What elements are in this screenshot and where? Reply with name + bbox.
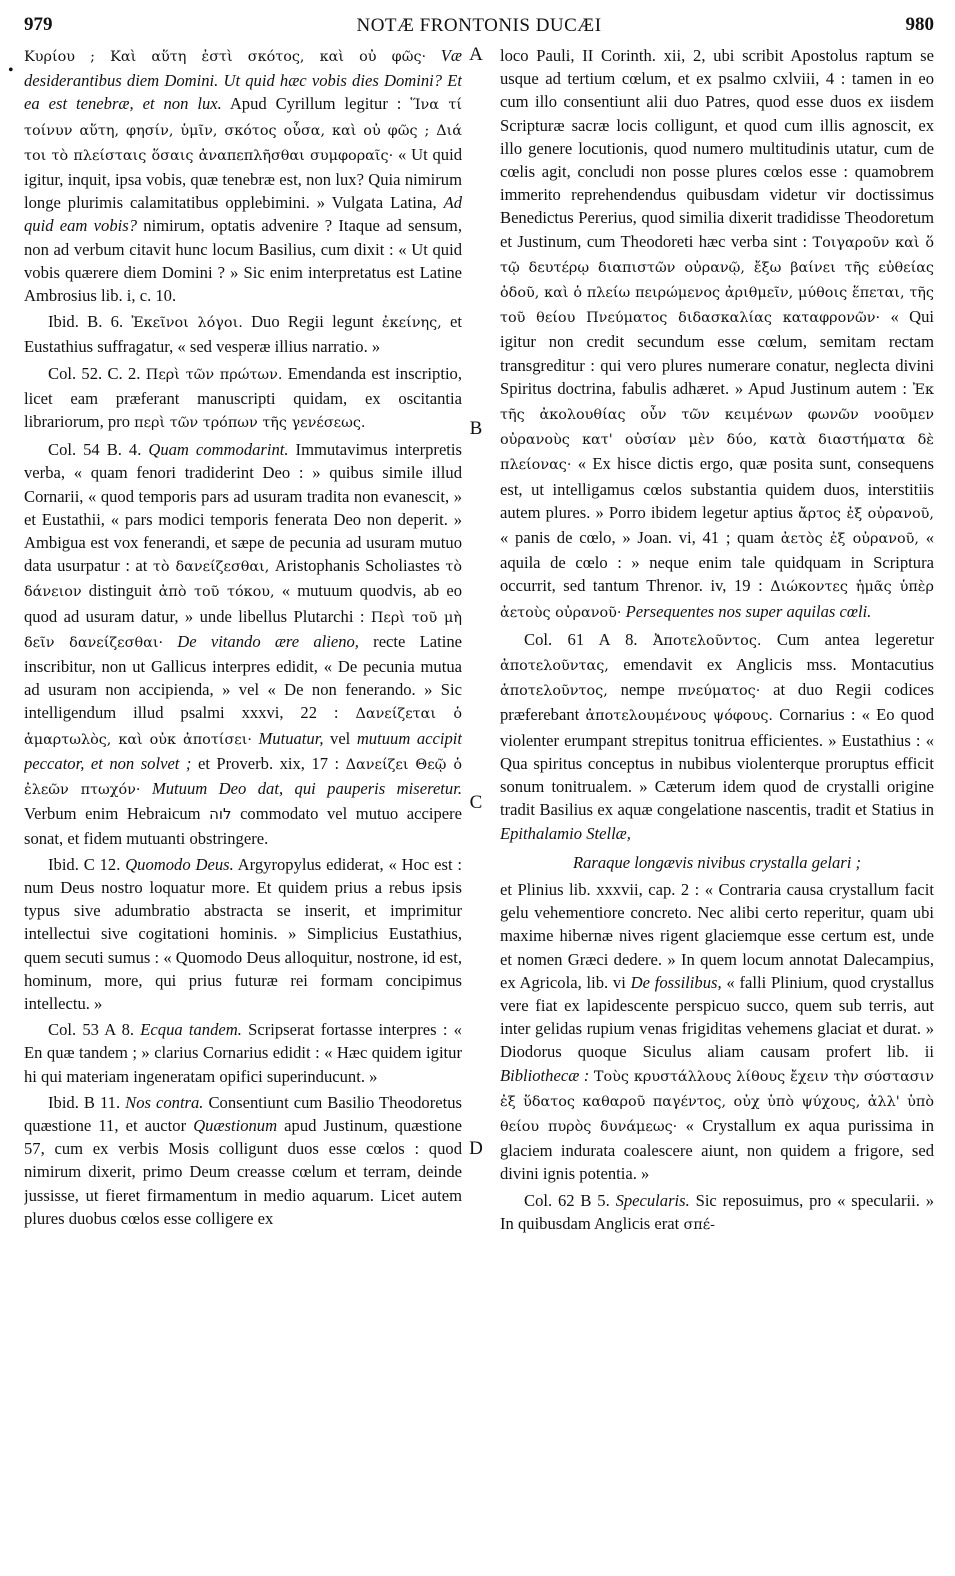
latin-text: Col. 62 B 5. [524, 1190, 616, 1210]
latin-text: « Ut quid igitur, inquit, ipsa vobis, quæ tenebræ est, non lux? Quia nimirum longe plurimis calamitatibus opplebimini. » Vulgata Latina, [24, 144, 462, 213]
latin-text: Ibid. B 11. [48, 1092, 126, 1112]
latin-text: distinguit [81, 581, 159, 601]
italic-text: De fossilibus, [630, 972, 722, 992]
greek-text: σπέ- [683, 1216, 716, 1233]
latin-text: « falli Plinium, quod crystallus vere fiat ex lapidescente perspicuo succo, quem sub terris, aut inter gelidas rupium venas frigiditas vehemens glaciat et durat. » Diodorus quoque Siculus aliam causam profert lib. ii [500, 972, 934, 1062]
greek-text: Τοιγαροῦν καὶ ὅ τῷ δευτέρῳ διαπιστῶν οὐρανῷ, ἔξω βαίνει τῆς εὐθείας ὁδοῦ, καὶ ὁ πλείω πειρώμενος ἀριθμεῖν, μύθοις ἕπεται, τῆς τοῦ θείου Πνεύματος διδασκαλίας καταφρονῶν· [500, 234, 934, 327]
latin-text: Emendanda est inscriptio, licet eam præferant manuscripti quidam, ex oscitantia librariorum, pro [24, 363, 462, 432]
latin-text: Immutavimus interpretis verba, « quam fenori tradiderint Deo : » quibus simile illud Cornarii, « quod temporis pars ad usuram tradita non evanescit, » et Eustathii, « pars modici temporis fenerata Deo non deperit. » Ambigua est vox fenerandi, et sæpe de pecunia ad usuram mutuo data usurpatur : at [24, 440, 462, 576]
latin-text: et Proverb. xix, 17 : [191, 753, 346, 773]
latin-text: « Ex hisce dictis ergo, quæ posita sunt, consequens est, ut intelligamus cœlos substantia quidem duos, interstitiis autem plures. » Porro ibidem legetur aptius [500, 454, 934, 522]
latin-text: Col. 52. C. 2. [48, 363, 146, 383]
margin-letter-b: B [469, 418, 483, 439]
margin-letter-a: A [469, 44, 483, 65]
greek-text: Δανείζει Θεῷ ὁ ἐλεῶν πτωχόν· [24, 756, 462, 799]
italic-text: Persequentes nos super aquilas cœli. [625, 601, 872, 621]
greek-text: ἀποτελοῦντας, [500, 658, 609, 675]
page-number-right: 980 [905, 14, 934, 35]
hebrew-text: לוה [209, 805, 232, 824]
greek-text: ἀπὸ τοῦ τόκου, [158, 584, 275, 601]
italic-text: Nos contra. [125, 1092, 204, 1112]
greek-text: ἐκείνης, [381, 315, 442, 332]
greek-text: Ἐκ τῆς ἀκολουθίας οὖν τῶν κειμένων φωνῶν νοοῦμεν οὐρανοὺς κατ' οὐσίαν μὲν δύο, κατὰ διαστήματα δὲ πλείονας· [500, 381, 934, 474]
greek-text: ἄρτος ἐξ οὐρανοῦ, [798, 505, 934, 522]
latin-text [141, 779, 152, 798]
paragraph [24, 853, 462, 1015]
latin-text: et Eustathius suffragatur, « sed vesperæ illius narratio. » [24, 312, 462, 357]
latin-text: Col. 53 A 8. [48, 1020, 141, 1040]
italic-text: De vitando ære alieno, [177, 631, 359, 651]
greek-text: Ἐκεῖνοι λόγοι. [131, 315, 243, 332]
italic-text: Specularis. [615, 1190, 690, 1210]
greek-text: πνεύματος· [677, 683, 761, 700]
greek-text: ἀποτελοῦντος, [500, 683, 608, 700]
margin-letter-c: C [469, 792, 483, 813]
latin-text: « aquila de cœlo : » neque enim tale quidquam in Scriptura occurrit, sed tantum Threnor. iv, 19 : [500, 528, 934, 596]
italic-text: Mutuum Deo dat, qui pauperis miseretur. [151, 779, 462, 799]
latin-text: nimirum, optatis advenire ? Itaque ad sensum, non ad verbum citavit hunc locum Basilius, cum dixit : « Ut quid vobis quærere diem Domini ? » Sic enim interpretatus est Latine Ambrosius lib. i, c. 10. [24, 216, 462, 306]
italic-text: Raraque longævis nivibus crystalla gelari ; [572, 852, 862, 872]
latin-text: Col. 61 A 8. [524, 629, 653, 649]
paragraph [24, 438, 462, 849]
italic-text: mutuum accipit peccator, et non solvet ; [24, 728, 462, 773]
italic-text: Quam commodarint. [148, 440, 289, 460]
greek-text: τὸ δανείζεσθαι, [152, 559, 270, 576]
paragraph [500, 878, 934, 1186]
margin-dot: • [8, 62, 14, 79]
latin-text: Cornarius : « Eo quod violenter erumpant strepitus tonitrua efficientes. » Eustathius : « Qua spiritus conceptus in nubibus violenterque proruptus efficit sonum tonitrualem. » Cæterum idem quod de crystalli origine tradit Basilius ex aquæ congelatione nascentis, tradit et Statius in [500, 705, 934, 820]
greek-text: Τοὺς κρυστάλλους λίθους ἔχειν τὴν σύστασιν ἐξ ὕδατος καθαροῦ παγέντος, οὐχ ὑπὸ ψύχους, ἀλλ' ὑπὸ θείου πυρὸς δυνάμεως· [500, 1068, 934, 1135]
latin-text: Col. 54 B. 4. [48, 440, 149, 460]
greek-text: Διώκοντες ἡμᾶς ὑπὲρ ἀετοὺς οὐρανοῦ· [500, 579, 934, 621]
latin-text: Aristophanis Scholiastes [269, 556, 446, 576]
left-column [24, 44, 462, 1564]
latin-text [163, 632, 177, 651]
latin-text: at duo Regii codices præferebant [500, 680, 934, 725]
latin-text: Consentiunt cum Basilio Theodoretus quæstione 11, et auctor [24, 1092, 462, 1135]
latin-text: Cum antea legeretur [761, 629, 934, 649]
latin-text: commodato vel mutuo accipere sonat, et fidem mutuanti obstringere. [24, 804, 462, 848]
italic-text: Quæstionum [193, 1115, 278, 1135]
running-title: NOTÆ FRONTONIS DUCÆI [356, 15, 602, 36]
italic-text: Ad quid eam vobis? [24, 193, 462, 236]
latin-text: Scripserat fortasse interpres : « En quæ tandem ; » clarius Cornarius edidit : « Hæc quidem igitur hi qui materiam ingeneratam opifici superinducunt. » [24, 1020, 462, 1086]
margin-letter-d: D [469, 1138, 483, 1159]
italic-text: Bibliothecæ : [500, 1065, 590, 1085]
greek-text: περὶ τῶν τρόπων τῆς γενέσεως. [134, 415, 366, 432]
paragraph [500, 628, 934, 845]
paragraph [24, 362, 462, 436]
latin-text: vel [323, 728, 357, 748]
latin-text: « panis de cœlo, » Joan. vi, 41 ; quam [500, 528, 781, 548]
greek-text: ἀποτελουμένους ψόφους. [585, 708, 773, 725]
paragraph [24, 44, 462, 307]
paragraph [24, 1091, 462, 1230]
latin-text: loco Pauli, II Corinth. xii, 2, ubi scribit Apostolus raptum se usque ad tertium cœlum, et ex psalmo cxlviii, 4 : tamen in eo cum illo consentiunt alii duo Patres, quod esse duos ex iisdem Scripturæ sacræ locis colligunt, et quod cum illis agnoscit, ex illo genere locutionis, quod numero multitudinis utatur, cum de cœlis agit, concludi non posse plures cœlos esse : quamobrem immerito reprehendendus quibusdam videtur vir doctissimus Benedictus Pererius, quod similia dixerit tradidisse Theodoretum et Justinum, cum Theodoreti hæc verba sint : [500, 46, 934, 251]
latin-text: Verbum enim Hebraicum [24, 804, 210, 824]
latin-text: recte Latine inscribitur, non ut Gallicus interpres edidit, « De pecunia mutua ad usuram non accipienda, » vel « De non fenerando. » Sic intelligendum illud psalmi xxxvi, 22 : [24, 631, 462, 723]
greek-text: τὸ δάνειον [24, 559, 462, 601]
latin-text: « Qui igitur non credit secundum esse cœlum, semitam rectam transgreditur : qui vero plures numerare conatur, neglecta divini Spiritus doctrina, fabulis adhæret. » Apud Justinum autem : [500, 307, 934, 398]
latin-text: Argyropylus ediderat, « Hoc est : num Deus nostro loquatur more. Et quidem prius a rebus ipsis typus sive adumbratio abstracta se inserit, et imprimitur intellectui sive cogitationi hominis. » Simplicius Eustathius, quem secuti sumus : « Quomodo Deus alloquitur, nostrone, id est, hominum, more, qui prius futuræ rei formam concipimus intellectu. » [24, 854, 462, 1013]
latin-text: Duo Regii legunt [242, 312, 382, 332]
latin-text: « mutuum quodvis, ab eo quod ad usuram datur, » unde libellus Plutarchi : [24, 581, 462, 626]
latin-text: nempe [607, 680, 678, 700]
right-column [500, 44, 934, 1564]
latin-text: Ibid. B. 6. [48, 312, 132, 332]
italic-text: Ecqua tandem. [140, 1020, 242, 1040]
page-number-left: 979 [24, 14, 53, 35]
paragraph [24, 310, 462, 358]
latin-text: Ibid. C 12. [48, 854, 126, 874]
greek-text: Περὶ τοῦ μὴ δεῖν δανείζεσθαι· [24, 609, 462, 651]
latin-text: Apud Cyrillum legitur : [221, 94, 411, 114]
paragraph [500, 44, 934, 625]
greek-text: Ἵνα τί τοίνυν αὕτη, φησίν, ὑμῖν, σκότος οὖσα, καὶ οὐ φῶς ; Διά τοι τὸ πλείσταις ὅσαις ἀναπεπλῆσθαι συμφοραῖς· [24, 97, 462, 164]
greek-text: ἀετὸς ἐξ οὐρανοῦ, [780, 531, 919, 548]
latin-text [426, 46, 441, 65]
latin-text: « Crystallum ex aqua purissima in glaciem indurata coalescere aiunt, non quidem a frigore, sed divini ignis potentia. » [500, 1115, 934, 1184]
page-header [24, 14, 934, 38]
latin-text: apud Justinum, quæstione 57, cum ex verbis Mosis colligunt duos esse cœlos : quod nimirum dixerit, primo Deum creasse cœlum et terram, deinde jussisse, ut fieret firmamentum in medio aquarum. Licet autem plures duobus cœlos esse colligere ex [24, 1115, 462, 1228]
greek-text: Κυρίου ; Καὶ αὕτη ἐστὶ σκότος, καὶ οὐ φῶς· [24, 49, 427, 65]
latin-text: et Plinius lib. xxxvii, cap. 2 : « Contraria causa crystallum facit gelu vehementiore concreto. Nec alibi certo reperitur, quam ubi maxime hibernæ nives rigent glaciemque esse certum est, unde et nomen Græci dedere. » In quem locum annotat Dalecampius, ex Agricola, lib. vi [500, 879, 934, 992]
italic-text: Epithalamio Stellæ, [500, 823, 631, 843]
italic-text: Væ desiderantibus diem Domini. Ut quid hæc vobis dies Domini? Et ea est tenebræ, et non lux. [24, 46, 462, 114]
greek-text: Περὶ τῶν πρώτων. [145, 366, 283, 383]
verse-line [500, 851, 934, 874]
paragraph [500, 1189, 934, 1237]
paragraph [24, 1018, 462, 1088]
italic-text: Quomodo Deus. [125, 854, 234, 874]
greek-text: Ἀποτελοῦντος. [653, 632, 762, 649]
latin-text: emendavit ex Anglicis mss. Montacutius [608, 655, 934, 675]
greek-text: Δανείζεται ὁ ἁμαρτωλὸς, καὶ οὐκ ἀποτίσει· [24, 706, 462, 748]
italic-text: Mutuatur, [258, 728, 324, 748]
latin-text: Sic reposuimus, pro « specularii. » In quibusdam Anglicis erat [500, 1190, 934, 1233]
